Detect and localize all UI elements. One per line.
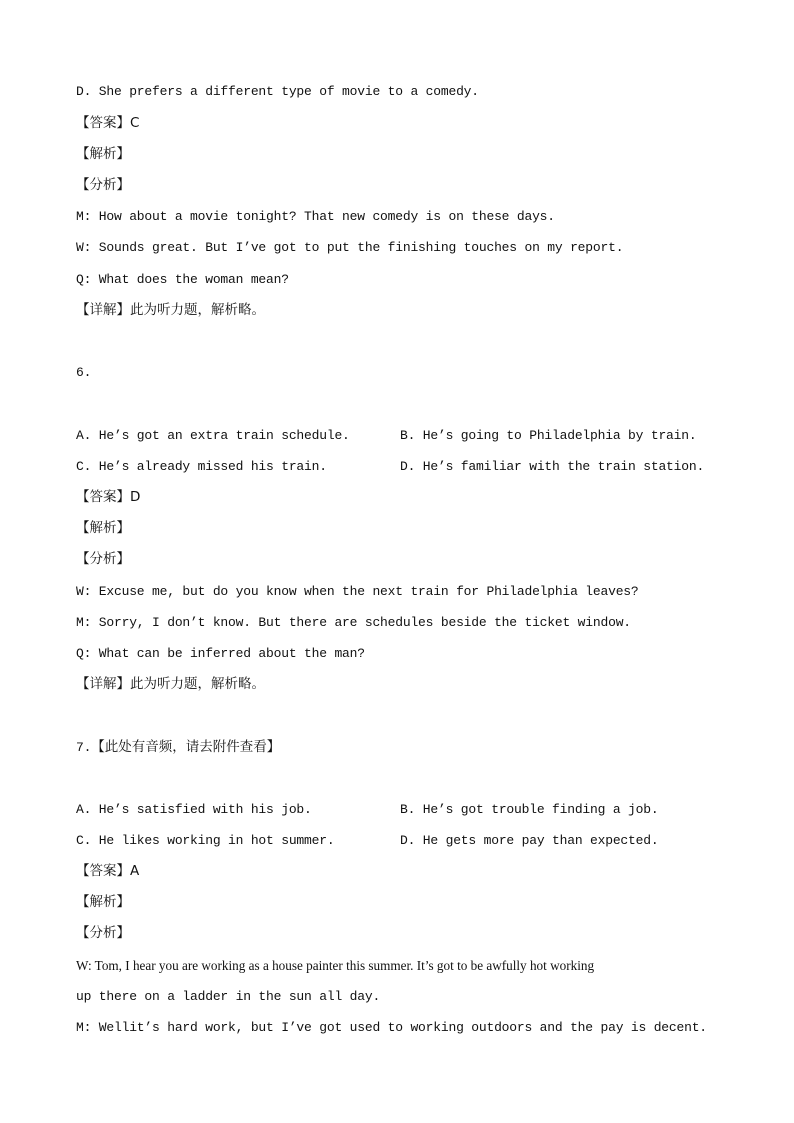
q7-option-a: A. He’s satisfied with his job. bbox=[76, 802, 312, 817]
q5-option-d: D. She prefers a different type of movie to a comedy. bbox=[76, 84, 479, 99]
q6-option-c: C. He’s already missed his train. bbox=[76, 459, 327, 474]
q7-option-b: B. He’s got trouble finding a job. bbox=[400, 802, 659, 817]
q6-fenxi-heading: 【分析】 bbox=[76, 551, 130, 567]
q7-option-c: C. He likes working in hot summer. bbox=[76, 833, 335, 848]
q6-question: Q: What can be inferred about the man? bbox=[76, 646, 365, 661]
q7-fenxi-heading: 【分析】 bbox=[76, 925, 130, 941]
q7-number: 7. bbox=[76, 740, 92, 755]
q6-answer: 【答案】D bbox=[76, 489, 141, 505]
q7-answer: 【答案】A bbox=[76, 863, 140, 879]
q6-option-a: A. He’s got an extra train schedule. bbox=[76, 428, 350, 443]
q6-dialogue-w: W: Excuse me, but do you know when the next train for Philadelphia leaves? bbox=[76, 584, 639, 599]
q6-dialogue-m: M: Sorry, I don’t know. But there are schedules beside the ticket window. bbox=[76, 615, 631, 630]
q6-option-d: D. He’s familiar with the train station. bbox=[400, 459, 705, 474]
q7-jiexi-heading: 【解析】 bbox=[76, 894, 130, 910]
q7-dialogue-w-line1: W: Tom, I hear you are working as a house painter this summer. It’s got to be awfully hot working bbox=[76, 958, 595, 973]
q6-number: 6. bbox=[76, 365, 92, 380]
q7-option-d: D. He gets more pay than expected. bbox=[400, 833, 659, 848]
q7-audio-note: 【此处有音频，请去附件查看】 bbox=[91, 739, 281, 755]
q5-dialogue-m: M: How about a movie tonight? That new comedy is on these days. bbox=[76, 209, 555, 224]
q7-dialogue-w-line2: up there on a ladder in the sun all day. bbox=[76, 989, 381, 1004]
q7-dialogue-m: M: Wellit’s hard work, but I’ve got used to working outdoors and the pay is decent. bbox=[76, 1020, 707, 1035]
q6-detail: 【详解】此为听力题，解析略。 bbox=[76, 676, 265, 692]
q5-jiexi-heading: 【解析】 bbox=[76, 146, 130, 162]
q5-detail: 【详解】此为听力题，解析略。 bbox=[76, 302, 265, 318]
q5-dialogue-w: W: Sounds great. But I’ve got to put the finishing touches on my report. bbox=[76, 240, 624, 255]
q5-question: Q: What does the woman mean? bbox=[76, 272, 289, 287]
q6-jiexi-heading: 【解析】 bbox=[76, 520, 130, 536]
q7-header bbox=[76, 739, 280, 756]
q6-option-b: B. He’s going to Philadelphia by train. bbox=[400, 428, 697, 443]
q5-answer: 【答案】C bbox=[76, 115, 140, 131]
q5-fenxi-heading: 【分析】 bbox=[76, 177, 130, 193]
